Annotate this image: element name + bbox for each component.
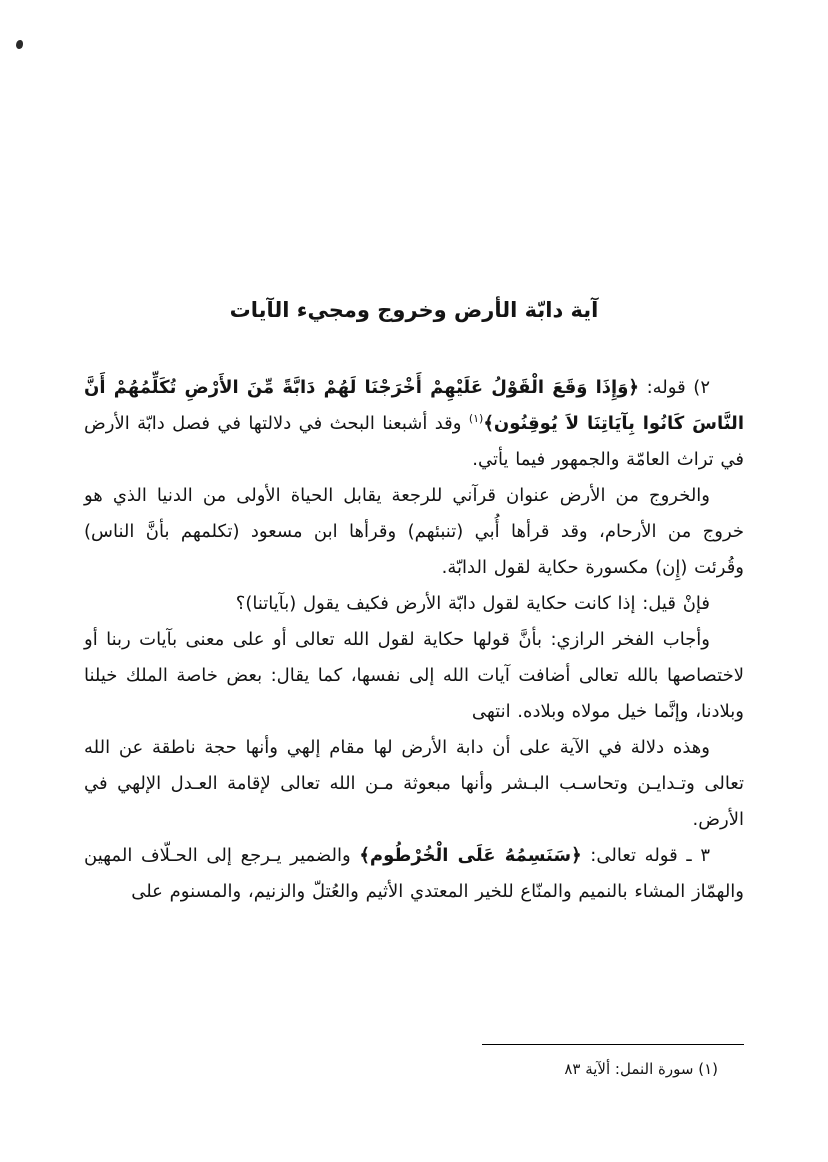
page-title: آية دابّة الأرض وخروج ومجيء الآيات — [229, 298, 599, 322]
quran-verse: ﴿سَنَسِمُهُ عَلَى الْخُرْطُوم﴾ — [359, 845, 582, 866]
footnote-separator — [482, 1044, 744, 1045]
body-text — [84, 370, 744, 910]
paragraph-text: وهذه دلالة في الآية على أن دابة الأرض لها مقام إلهي وأنها حجة ناطقة عن الله تعالى وتـدايـن وتحاسـب البـشر وأنها مبعوثة مـن الله تعالى لإقامة العـدل الإلهي في الأرض. — [84, 737, 744, 830]
paragraph — [84, 622, 744, 730]
paragraph-text: ٢) قوله: — [638, 377, 710, 398]
page-content — [84, 298, 744, 910]
paragraph — [84, 478, 744, 586]
paragraph — [84, 730, 744, 838]
paragraph — [84, 586, 744, 622]
footnote-area — [84, 1044, 744, 1081]
footnote-text: (١) سورة النمل: ألآية ٨٣ — [564, 1060, 718, 1078]
paragraph-text: وقد أشبعنا البحث في دلالتها في فصل دابّة الأرض في تراث العامّة والجمهور فيما يأتي. — [84, 413, 744, 470]
paragraph-text: والضمير يـرجع إلى الحـلّاف المهين والهمّاز المشاء بالنميم والمنّاع للخير المعتدي الأثيم والعُتلّ والزنيم، والمسنوم على — [84, 845, 744, 902]
paragraph-text: ٣ ـ قوله تعالى: — [581, 845, 710, 866]
paragraph-text: وأجاب الفخر الرازي: بأنَّ قولها حكاية لقول الله تعالى أو على معنى بآيات ربنا أو لاختصاصها بالله تعالى أضافت آيات الله إلى نفسها، كما يقال: بعض خاصة الملك خيلنا وبلادنا، وإنَّما خيل مولاه وبلاده. انتهى — [84, 629, 744, 722]
footnote-ref: (١) — [468, 412, 484, 425]
paragraph — [84, 370, 744, 478]
paragraph-text: والخروج من الأرض عنوان قرآني للرجعة يقابل الحياة الأولى من الدنيا الذي هو خروج من الأرحام، وقد قرأها أُبي (تنبئهم) وقرأها ابن مسعود (تكلمهم بأنَّ الناس) وقُرئت (إِن) مكسورة حكاية لقول الدابّة. — [84, 485, 744, 578]
scan-artifact — [16, 40, 23, 49]
paragraph-text: فإنْ قيل: إذا كانت حكاية لقول دابّة الأرض فكيف يقول (بآياتنا)؟ — [235, 593, 710, 614]
paragraph — [84, 838, 744, 910]
quran-verse: ﴿وَإِذَا وَقَعَ الْقَوْلُ عَلَيْهِمْ أَخْرَجْنَا لَهُمْ دَابَّةً مِّنَ الأَرْضِ تُكَلِّمُهُمْ أَنَّ النَّاسَ كَانُوا بِآيَاتِنَا لاَ يُوقِنُون﴾ — [84, 377, 744, 434]
